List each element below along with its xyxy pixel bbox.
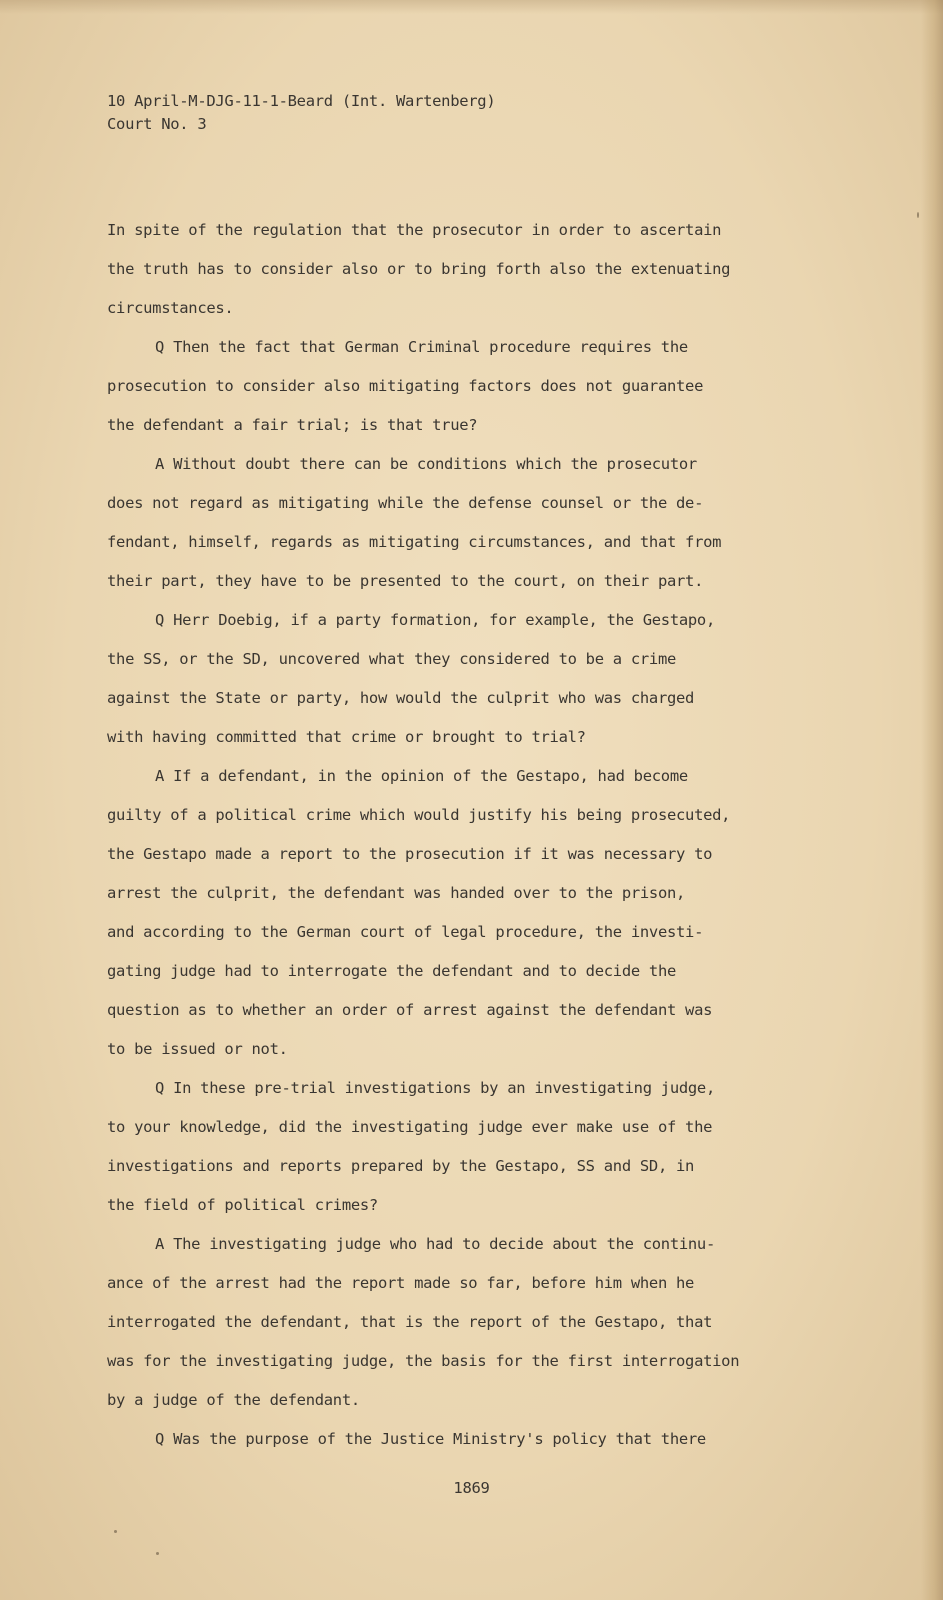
transcript-line: Q Was the purpose of the Justice Ministry's policy that there [155, 1430, 706, 1448]
transcript-line: Q Herr Doebig, if a party formation, for example, the Gestapo, [155, 611, 715, 629]
transcript-paragraph [107, 757, 827, 1069]
transcript-paragraph [107, 601, 827, 757]
transcript-line: the truth has to consider also or to bring forth also the extenuating [107, 260, 731, 278]
paper-edge-top [0, 0, 943, 14]
transcript-line: A The investigating judge who had to decide about the continu- [155, 1235, 715, 1253]
transcript-line: gating judge had to interrogate the defendant and to decide the [107, 962, 677, 980]
transcript-line: and according to the German court of legal procedure, the investi- [107, 923, 704, 941]
transcript-line: ance of the arrest had the report made so far, before him when he [107, 1274, 695, 1292]
transcript-line: Q Then the fact that German Criminal procedure requires the [155, 338, 688, 356]
transcript-line: with having committed that crime or brought to trial? [107, 728, 586, 746]
transcript-line: by a judge of the defendant. [107, 1391, 360, 1409]
transcript-line: Q In these pre-trial investigations by an investigating judge, [155, 1079, 715, 1097]
transcript-line: the SS, or the SD, uncovered what they considered to be a crime [107, 650, 677, 668]
transcript-line: guilty of a political crime which would justify his being prosecuted, [107, 806, 731, 824]
transcript-line: question as to whether an order of arrest against the defendant was [107, 1001, 713, 1019]
transcript-line: circumstances. [107, 299, 234, 317]
transcript-line: does not regard as mitigating while the defense counsel or the de- [107, 494, 704, 512]
paper-speck [917, 212, 919, 218]
transcript-paragraph [107, 1069, 827, 1225]
page-number: 1869 [453, 1479, 490, 1497]
transcript-line: fendant, himself, regards as mitigating circumstances, and that from [107, 533, 722, 551]
transcript-line: arrest the culprit, the defendant was handed over to the prison, [107, 884, 686, 902]
transcript-line: the Gestapo made a report to the prosecution if it was necessary to [107, 845, 713, 863]
transcript-line: the field of political crimes? [107, 1196, 378, 1214]
transcript-paragraph [107, 445, 827, 601]
transcript-line: was for the investigating judge, the basis for the first interrogation [107, 1352, 740, 1370]
transcript-line: In spite of the regulation that the prosecutor in order to ascertain [107, 221, 722, 239]
header-session-line: 10 April-M-DJG-11-1-Beard (Int. Wartenberg) [107, 92, 496, 110]
transcript-line: interrogated the defendant, that is the report of the Gestapo, that [107, 1313, 713, 1331]
paper-edge-right [921, 0, 943, 1600]
header-court-line: Court No. 3 [107, 115, 207, 133]
transcript-line: the defendant a fair trial; is that true? [107, 416, 478, 434]
transcript-line: investigations and reports prepared by the Gestapo, SS and SD, in [107, 1157, 695, 1175]
transcript-paragraph [107, 328, 827, 445]
transcript-line: their part, they have to be presented to the court, on their part. [107, 572, 704, 590]
paper-speck [156, 1552, 159, 1555]
transcript-line: A If a defendant, in the opinion of the Gestapo, had become [155, 767, 688, 785]
transcript-line: prosecution to consider also mitigating factors does not guarantee [107, 377, 704, 395]
transcript-line: A Without doubt there can be conditions which the prosecutor [155, 455, 697, 473]
transcript-line: against the State or party, how would the culprit who was charged [107, 689, 695, 707]
document-header [107, 90, 495, 136]
transcript-paragraph [107, 1225, 827, 1420]
transcript-body [107, 211, 827, 1459]
transcript-line: to be issued or not. [107, 1040, 288, 1058]
transcript-paragraph [107, 1420, 827, 1459]
paper-speck [114, 1530, 117, 1533]
transcript-paragraph [107, 211, 827, 328]
transcript-line: to your knowledge, did the investigating judge ever make use of the [107, 1118, 713, 1136]
